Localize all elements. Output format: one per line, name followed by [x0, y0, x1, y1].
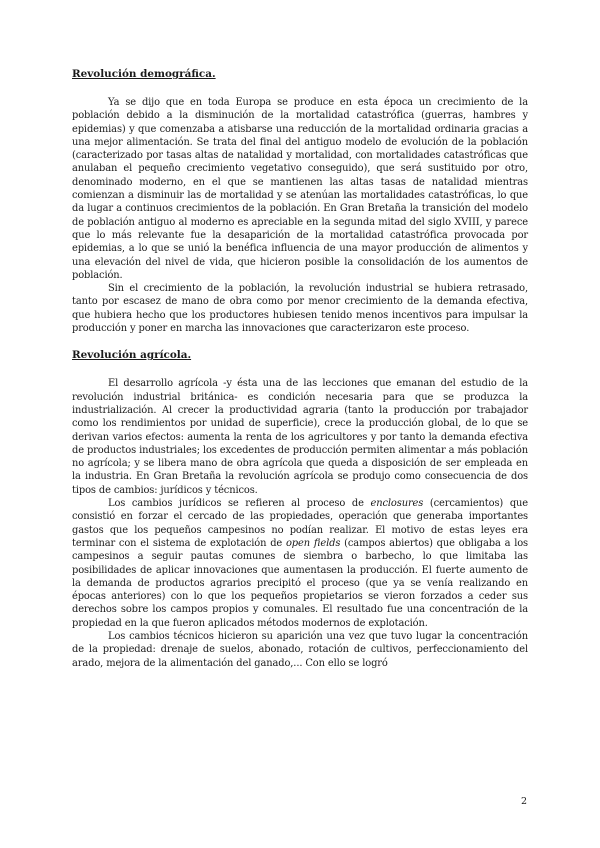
text-run: (cercamientos) que consistió en forzar el cercado de las propiedades, operación que generaba importantes gastos que los pequeños campesinos no podían realizar. El motivo de estas leyes era terminar con el sistema de explotación de [72, 498, 529, 549]
text-run: Los cambios jurídicos se refieren al proceso de [108, 498, 371, 510]
heading-text: Revolución demográfica [72, 68, 212, 80]
page-number: 2 [521, 796, 528, 807]
term-open-fields: open fields [285, 537, 341, 549]
section-heading-demographic: Revolución demográfica. [72, 68, 216, 80]
paragraph-agricultural-1: El desarrollo agrícola -y ésta una de las lecciones que emanan del estudio de la revolución industrial británica- es condición necesaria para que se produzca la industrialización. Al crecer la productividad agraria (tanto la producción por trabajador como los rendimientos por unidad de superficie), crece la producción global, de lo que se derivan varios efectos: aumenta la renta de los agricultores y por tanto la demanda efectiva de productos industriales; los excedentes de producción permiten alimentar a más población no agrícola; y se libera mano de obra agrícola que queda a disposición de ser empleada en la industria. En Gran Bretaña la revolución agrícola se produjo como consecuencia de dos tipos de cambios: jurídicos y técnicos. [72, 378, 528, 496]
paragraph-demographic-1: Ya se dijo que en toda Europa se produce en esta época un crecimiento de la población debido a la disminución de la mortalidad catastrófica (guerras, hambres y epidemias) y que comenzaba a atisbarse una reducción de la mortalidad ordinaria gracias a una mejor alimentación. Se trata del final del antiguo modelo de evolución de la población (caracterizado por tasas altas de natalidad y mortalidad, con mortalidades catastróficas que anulaban el pequeño crecimiento vegetativo conseguido), que será sustituido por otro, denominado moderno, en el que se mantienen las altas tasas de natalidad mientras comienzan a disminuir las de mortalidad y se atenúan las mortalidades catastróficas, lo que da lugar a continuos crecimientos de la población. En Gran Bretaña la transición del modelo de población antiguo al moderno es apreciable en la segunda mitad del siglo XVIII, y parece que lo más relevante fue la desaparición de la mortalidad catastrófica provocada por epidemias, a lo que se unió la benéfica influencia de una mayor producción de alimentos y una elevación del nivel de vida, que hicieron posible la consolidación de los aumentos de población. [72, 97, 528, 281]
heading-text: Revolución agrícola [72, 349, 188, 362]
section-heading-agricultural: Revolución agrícola. [72, 349, 192, 362]
term-enclosures: enclosures [370, 498, 424, 510]
text-run: (campos abiertos) que obligaba a los campesinos a seguir pautas comunes de siembra o barbecho, lo que limitaba las posibilidades de aplicar innovaciones que aumentasen la producción. El fuerte aumento de la demanda de productos agrarios precipitó el proceso (que ya se venía realizando en épocas anteriores) con lo que los pequeños propietarios se vieron forzados a ceder sus derechos sobre los campos propios y comunales. El resultado fue una concentración de la propiedad en la que fueron aplicados métodos modernos de explotación. [72, 537, 529, 629]
paragraph-agricultural-2 [72, 497, 528, 630]
document-page [72, 66, 528, 670]
paragraph-agricultural-3: Los cambios técnicos hicieron su aparición una vez que tuvo lugar la concentración de la propiedad: drenaje de suelos, abonado, rotación de cultivos, perfeccionamiento del arado, mejora de la alimentación del ganado,... Con ello se logró [72, 630, 528, 669]
paragraph-demographic-2: Sin el crecimiento de la población, la revolución industrial se hubiera retrasado, tanto por escasez de mano de obra como por menor crecimiento de la demanda efectiva, que hubiera hecho que los productores hubiesen tenido menos incentivos para impulsar la producción y poner en marcha las innovaciones que caracterizaron este proceso. [72, 283, 528, 335]
